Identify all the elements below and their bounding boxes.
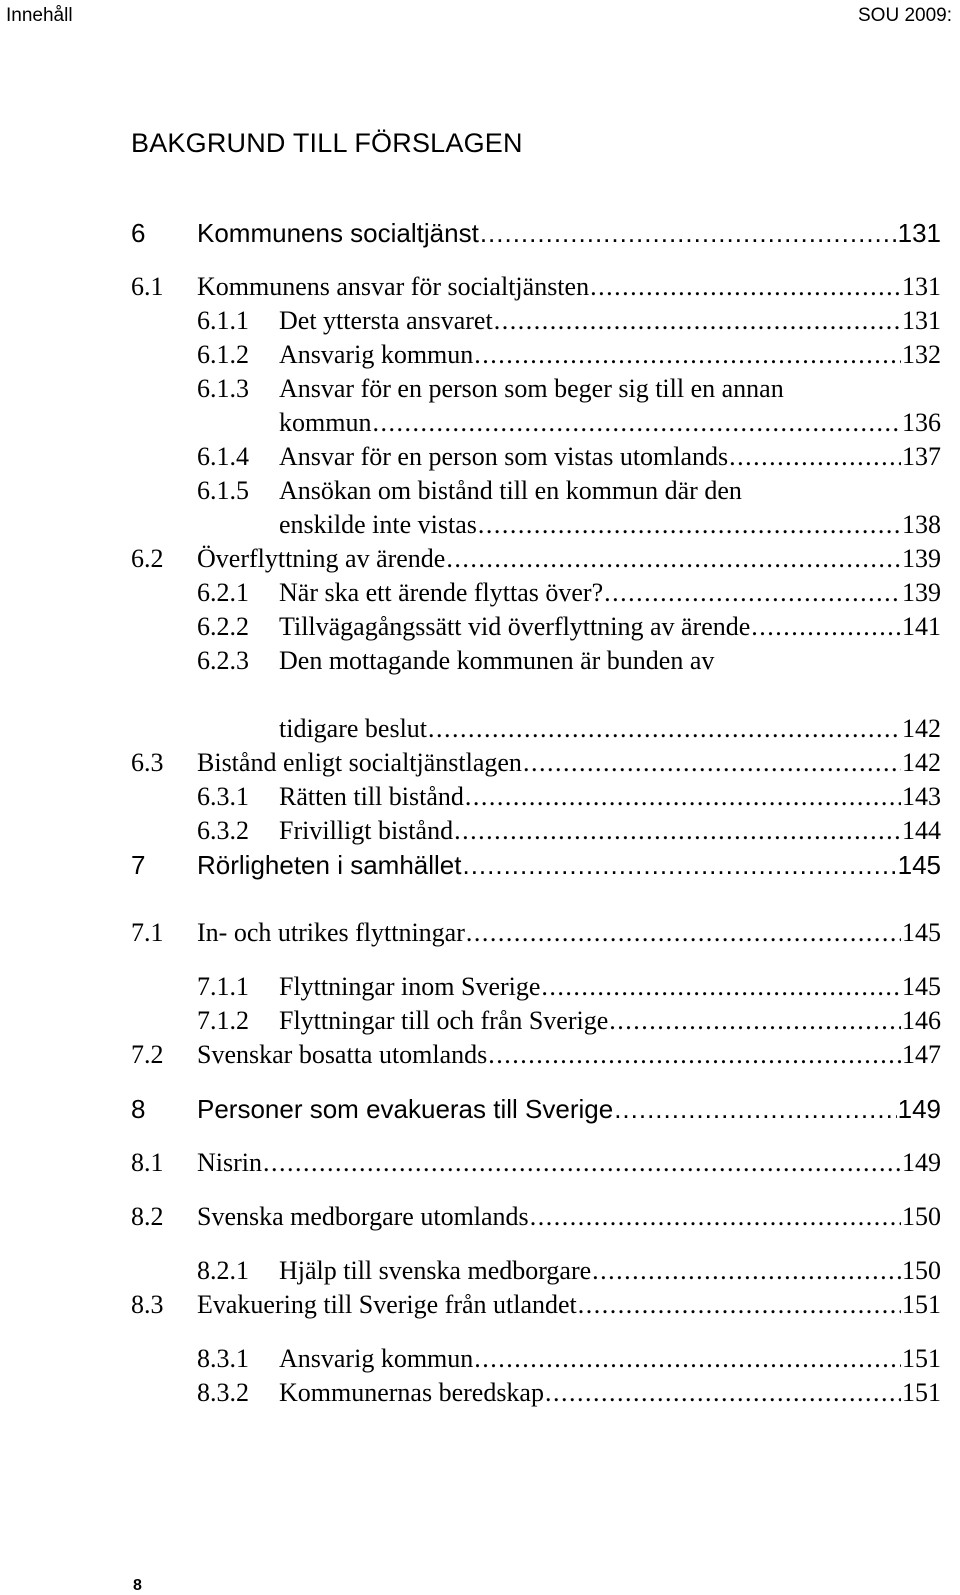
dot-leader [592, 1256, 901, 1286]
toc-entry-title: Frivilligt bistånd [279, 816, 454, 845]
dot-leader [466, 918, 901, 948]
toc-entry-page: 142 [902, 714, 941, 743]
toc-entry-number: 7 [131, 850, 146, 880]
toc-entry-title: Flyttningar till och från Sverige [279, 1006, 609, 1035]
header-section-label: Innehåll [6, 5, 73, 26]
toc-entry-number: 6.3.2 [197, 816, 249, 845]
toc-entry-page: 131 [902, 306, 941, 335]
dot-leader [578, 1290, 901, 1320]
toc-entry-title: Ansökan om bistånd till en kommun där den [279, 476, 742, 505]
toc-entry-title: Överflyttning av ärende [197, 544, 446, 573]
toc-entry-number: 6.1 [131, 272, 164, 301]
header-report-id: SOU 2009: [858, 5, 952, 26]
dot-leader [263, 1148, 901, 1178]
dot-leader [523, 748, 901, 778]
toc-entry-title: Ansvarig kommun [279, 1344, 474, 1373]
toc-entry-number: 6.2 [131, 544, 164, 573]
toc-entry-title: Evakuering till Sverige från utlandet [197, 1290, 577, 1319]
toc-entry-number: 6.1.4 [197, 442, 249, 471]
toc-entry-number: 6.3.1 [197, 782, 249, 811]
toc-entry-title-continuation: tidigare beslut [279, 714, 428, 743]
toc-entry-page: 131 [902, 272, 941, 301]
toc-entry-number: 7.2 [131, 1040, 164, 1069]
toc-entry-title: Ansvar för en person som vistas utomlands [279, 442, 729, 471]
dot-leader [729, 442, 901, 472]
toc-entry-page: 138 [902, 510, 941, 539]
toc-entry-title: Hjälp till svenska medborgare [279, 1256, 592, 1285]
toc-entry-number: 6.1.3 [197, 374, 249, 403]
toc-entry-page: 145 [902, 972, 941, 1001]
toc-entry-page: 139 [902, 544, 941, 573]
running-header [0, 0, 960, 30]
toc-entry-page: 146 [902, 1006, 941, 1035]
toc-entry-title: Svenska medborgare utomlands [197, 1202, 529, 1231]
dot-leader [590, 272, 901, 302]
toc-entry-number: 7.1.1 [197, 972, 249, 1001]
dot-leader [474, 340, 901, 370]
toc-entry-page: 151 [902, 1378, 941, 1407]
dot-leader [494, 306, 901, 336]
toc-entry-number: 6.2.2 [197, 612, 249, 641]
toc-entry-title-continuation: enskilde inte vistas [279, 510, 477, 539]
toc-entry-title: Rörligheten i samhället [197, 850, 462, 880]
dot-leader [428, 714, 901, 744]
toc-entry-title: In- och utrikes flyttningar [197, 918, 465, 947]
toc-entry-page: 143 [902, 782, 941, 811]
toc-entry-title: När ska ett ärende flyttas över? [279, 578, 604, 607]
toc-entry-number: 8.2.1 [197, 1256, 249, 1285]
toc-entry-title: Kommunens ansvar för socialtjänsten [197, 272, 590, 301]
section-title: BAKGRUND TILL FÖRSLAGEN [131, 128, 523, 158]
toc-entry-title: Rätten till bistånd [279, 782, 464, 811]
dot-leader [446, 544, 901, 574]
toc-entry-title: Personer som evakueras till Sverige [197, 1094, 614, 1124]
toc-entry-page: 151 [902, 1290, 941, 1319]
toc-entry-page: 145 [897, 850, 941, 880]
toc-entry-page: 139 [902, 578, 941, 607]
toc-entry-page: 144 [902, 816, 941, 845]
dot-leader [480, 218, 897, 249]
toc-entry-number: 8.3.2 [197, 1378, 249, 1407]
toc-entry-page: 150 [902, 1202, 941, 1231]
toc-entry-title: Flyttningar inom Sverige [279, 972, 541, 1001]
dot-leader [541, 972, 901, 1002]
toc-entry-title: Ansvar för en person som beger sig till en annan [279, 374, 784, 403]
dot-leader [462, 850, 896, 881]
toc-entry-number: 6.3 [131, 748, 164, 777]
dot-leader [372, 408, 901, 438]
dot-leader [465, 782, 901, 812]
toc-entry-page: 149 [902, 1148, 941, 1177]
toc-entry-title: Kommunernas beredskap [279, 1378, 544, 1407]
toc-entry-number: 7.1.2 [197, 1006, 249, 1035]
toc-entry-page: 149 [897, 1094, 941, 1124]
page-number: 8 [133, 1577, 142, 1594]
toc-entry-number: 8.2 [131, 1202, 164, 1231]
toc-entry-number: 8 [131, 1094, 146, 1124]
toc-entry-title: Den mottagande kommunen är bunden av [279, 646, 715, 675]
dot-leader [545, 1378, 901, 1408]
toc-entry-title-continuation: kommun [279, 408, 372, 437]
toc-entry-number: 6 [131, 218, 146, 248]
toc-entry-page: 145 [902, 918, 941, 947]
dot-leader [751, 612, 901, 642]
toc-entry-page: 132 [902, 340, 941, 369]
dot-leader [478, 510, 901, 540]
toc-entry-number: 6.1.1 [197, 306, 249, 335]
toc-entry-number: 8.3.1 [197, 1344, 249, 1373]
toc-entry-page: 142 [902, 748, 941, 777]
toc-entry-title: Det yttersta ansvaret [279, 306, 493, 335]
toc-entry-number: 7.1 [131, 918, 164, 947]
toc-entry-title: Tillvägagångssätt vid överflyttning av ärende [279, 612, 751, 641]
dot-leader [488, 1040, 901, 1070]
toc-entry-number: 6.1.2 [197, 340, 249, 369]
toc-entry-page: 137 [902, 442, 941, 471]
dot-leader [604, 578, 901, 608]
toc-entry-title: Bistånd enligt socialtjänstlagen [197, 748, 522, 777]
toc-entry-number: 6.1.5 [197, 476, 249, 505]
dot-leader [530, 1202, 901, 1232]
toc-entry-page: 147 [902, 1040, 941, 1069]
toc-entry-title: Ansvarig kommun [279, 340, 474, 369]
toc-entry-title: Kommunens socialtjänst [197, 218, 479, 248]
toc-entry-number: 8.1 [131, 1148, 164, 1177]
toc-entry-page: 150 [902, 1256, 941, 1285]
toc-entry-page: 131 [897, 218, 941, 248]
toc-entry-page: 151 [902, 1344, 941, 1373]
toc-entry-number: 8.3 [131, 1290, 164, 1319]
dot-leader [614, 1094, 896, 1125]
toc-entry-number: 6.2.3 [197, 646, 249, 675]
dot-leader [454, 816, 901, 846]
toc-entry-page: 141 [902, 612, 941, 641]
toc-entry-title: Nisrin [197, 1148, 262, 1177]
toc-entry-title: Svenskar bosatta utomlands [197, 1040, 488, 1069]
toc-entry-number: 6.2.1 [197, 578, 249, 607]
toc-entry-page: 136 [902, 408, 941, 437]
dot-leader [474, 1344, 901, 1374]
dot-leader [609, 1006, 901, 1036]
